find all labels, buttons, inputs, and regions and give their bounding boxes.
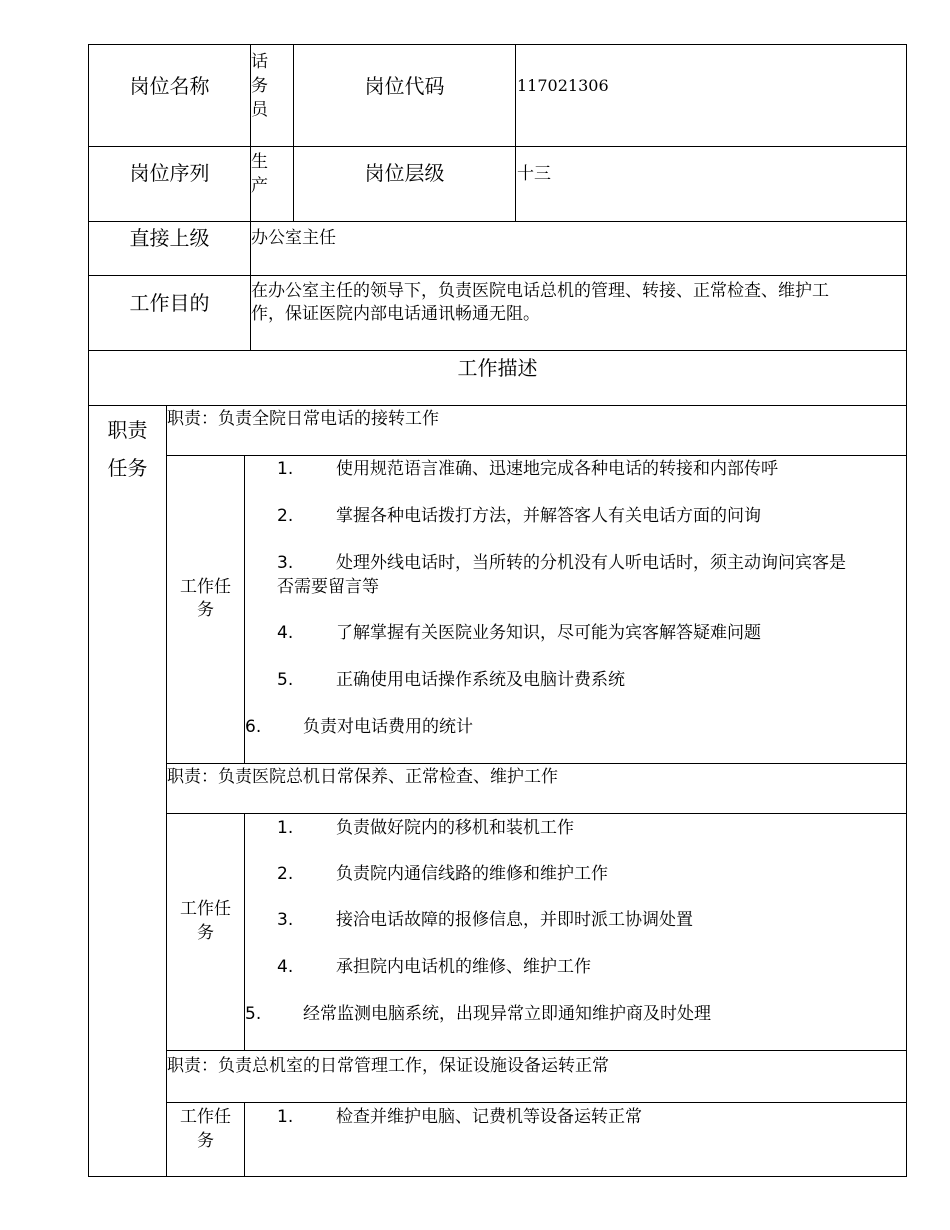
table-row-divider: [166, 1050, 907, 1051]
task-1-2-text: 掌握各种电话拨打方法，并解答客人有关电话方面的问询: [336, 506, 761, 526]
table-row-divider: [88, 405, 907, 406]
table-col-divider: [293, 44, 294, 221]
task-1-3-text: 处理外线电话时，当所转的分机没有人听电话时，须主动询问宾客是: [336, 553, 846, 573]
task-1-2-num: 2.: [277, 506, 294, 526]
task-label-2-line2: 务: [197, 923, 214, 943]
section-title: 工作描述: [457, 356, 538, 380]
purpose-value-line1: 在办公室主任的领导下，负责医院电话总机的管理、转接、正常检查、维护工: [251, 281, 829, 301]
superior-label: 直接上级: [129, 226, 210, 250]
duty-3: 职责：负责总机室的日常管理工作，保证设施设备运转正常: [167, 1056, 609, 1076]
table-row-divider: [88, 146, 907, 147]
task-2-4-text: 承担院内电话机的维修、维护工作: [336, 957, 591, 977]
table-border-bottom: [88, 1176, 907, 1177]
task-1-1-num: 1.: [277, 459, 294, 479]
duty-2: 职责：负责医院总机日常保养、正常检查、维护工作: [167, 767, 558, 787]
job-code-value: 117021306: [517, 76, 609, 95]
table-row-divider: [88, 275, 907, 276]
task-2-5-num: 5.: [245, 1004, 262, 1024]
task-1-4-num: 4.: [277, 623, 294, 643]
task-2-3-num: 3.: [277, 910, 294, 930]
task-3-1-text: 检查并维护电脑、记费机等设备运转正常: [336, 1107, 642, 1127]
duties-label-line2: 任务: [107, 456, 148, 480]
duty-1: 职责：负责全院日常电话的接转工作: [167, 409, 439, 429]
job-level-value: 十三: [517, 164, 551, 184]
task-label-3-line2: 务: [197, 1131, 214, 1151]
purpose-label: 工作目的: [129, 291, 210, 315]
table-row-divider: [166, 763, 907, 764]
task-1-3-cont: 否需要留言等: [277, 577, 379, 597]
table-row-divider: [166, 813, 907, 814]
table-border-top: [88, 44, 907, 45]
task-label-1-line2: 务: [197, 600, 214, 620]
purpose-value-line2: 作，保证医院内部电话通讯畅通无阻。: [251, 304, 540, 324]
task-3-1-num: 1.: [277, 1107, 294, 1127]
duties-label-line1: 职责: [107, 418, 148, 442]
table-col-divider: [515, 44, 516, 221]
task-1-4-text: 了解掌握有关医院业务知识，尽可能为宾客解答疑难问题: [336, 623, 761, 643]
task-2-1-num: 1.: [277, 818, 294, 838]
task-1-5-text: 正确使用电话操作系统及电脑计费系统: [336, 670, 625, 690]
table-row-divider: [88, 221, 907, 222]
table-row-divider: [166, 455, 907, 456]
task-2-5-text: 经常监测电脑系统，出现异常立即通知维护商及时处理: [303, 1004, 711, 1024]
task-label-2-line1: 工作任: [180, 899, 231, 919]
task-1-1-text: 使用规范语言准确、迅速地完成各种电话的转接和内部传呼: [336, 459, 778, 479]
table-border-left: [88, 44, 89, 1177]
job-series-value: 生产: [251, 152, 268, 196]
task-2-4-num: 4.: [277, 957, 294, 977]
task-label-3-line1: 工作任: [180, 1107, 231, 1127]
job-name-value: 话务员: [251, 52, 268, 120]
table-row-divider: [166, 1102, 907, 1103]
job-name-label: 岗位名称: [129, 74, 210, 98]
task-1-5-num: 5.: [277, 670, 294, 690]
task-2-2-num: 2.: [277, 864, 294, 884]
task-1-3-num: 3.: [277, 553, 294, 573]
job-code-label: 岗位代码: [364, 74, 445, 98]
table-row-divider: [88, 350, 907, 351]
task-2-1-text: 负责做好院内的移机和装机工作: [336, 818, 574, 838]
superior-value: 办公室主任: [251, 228, 336, 248]
task-1-6-num: 6.: [245, 717, 262, 737]
task-1-6-text: 负责对电话费用的统计: [303, 717, 473, 737]
task-2-3-text: 接洽电话故障的报修信息，并即时派工协调处置: [336, 910, 693, 930]
job-level-label: 岗位层级: [364, 161, 445, 185]
table-col-divider: [244, 1102, 245, 1177]
task-label-1-line1: 工作任: [180, 577, 231, 597]
table-border-right: [906, 44, 907, 1177]
task-2-2-text: 负责院内通信线路的维修和维护工作: [336, 864, 608, 884]
job-series-label: 岗位序列: [129, 161, 210, 185]
